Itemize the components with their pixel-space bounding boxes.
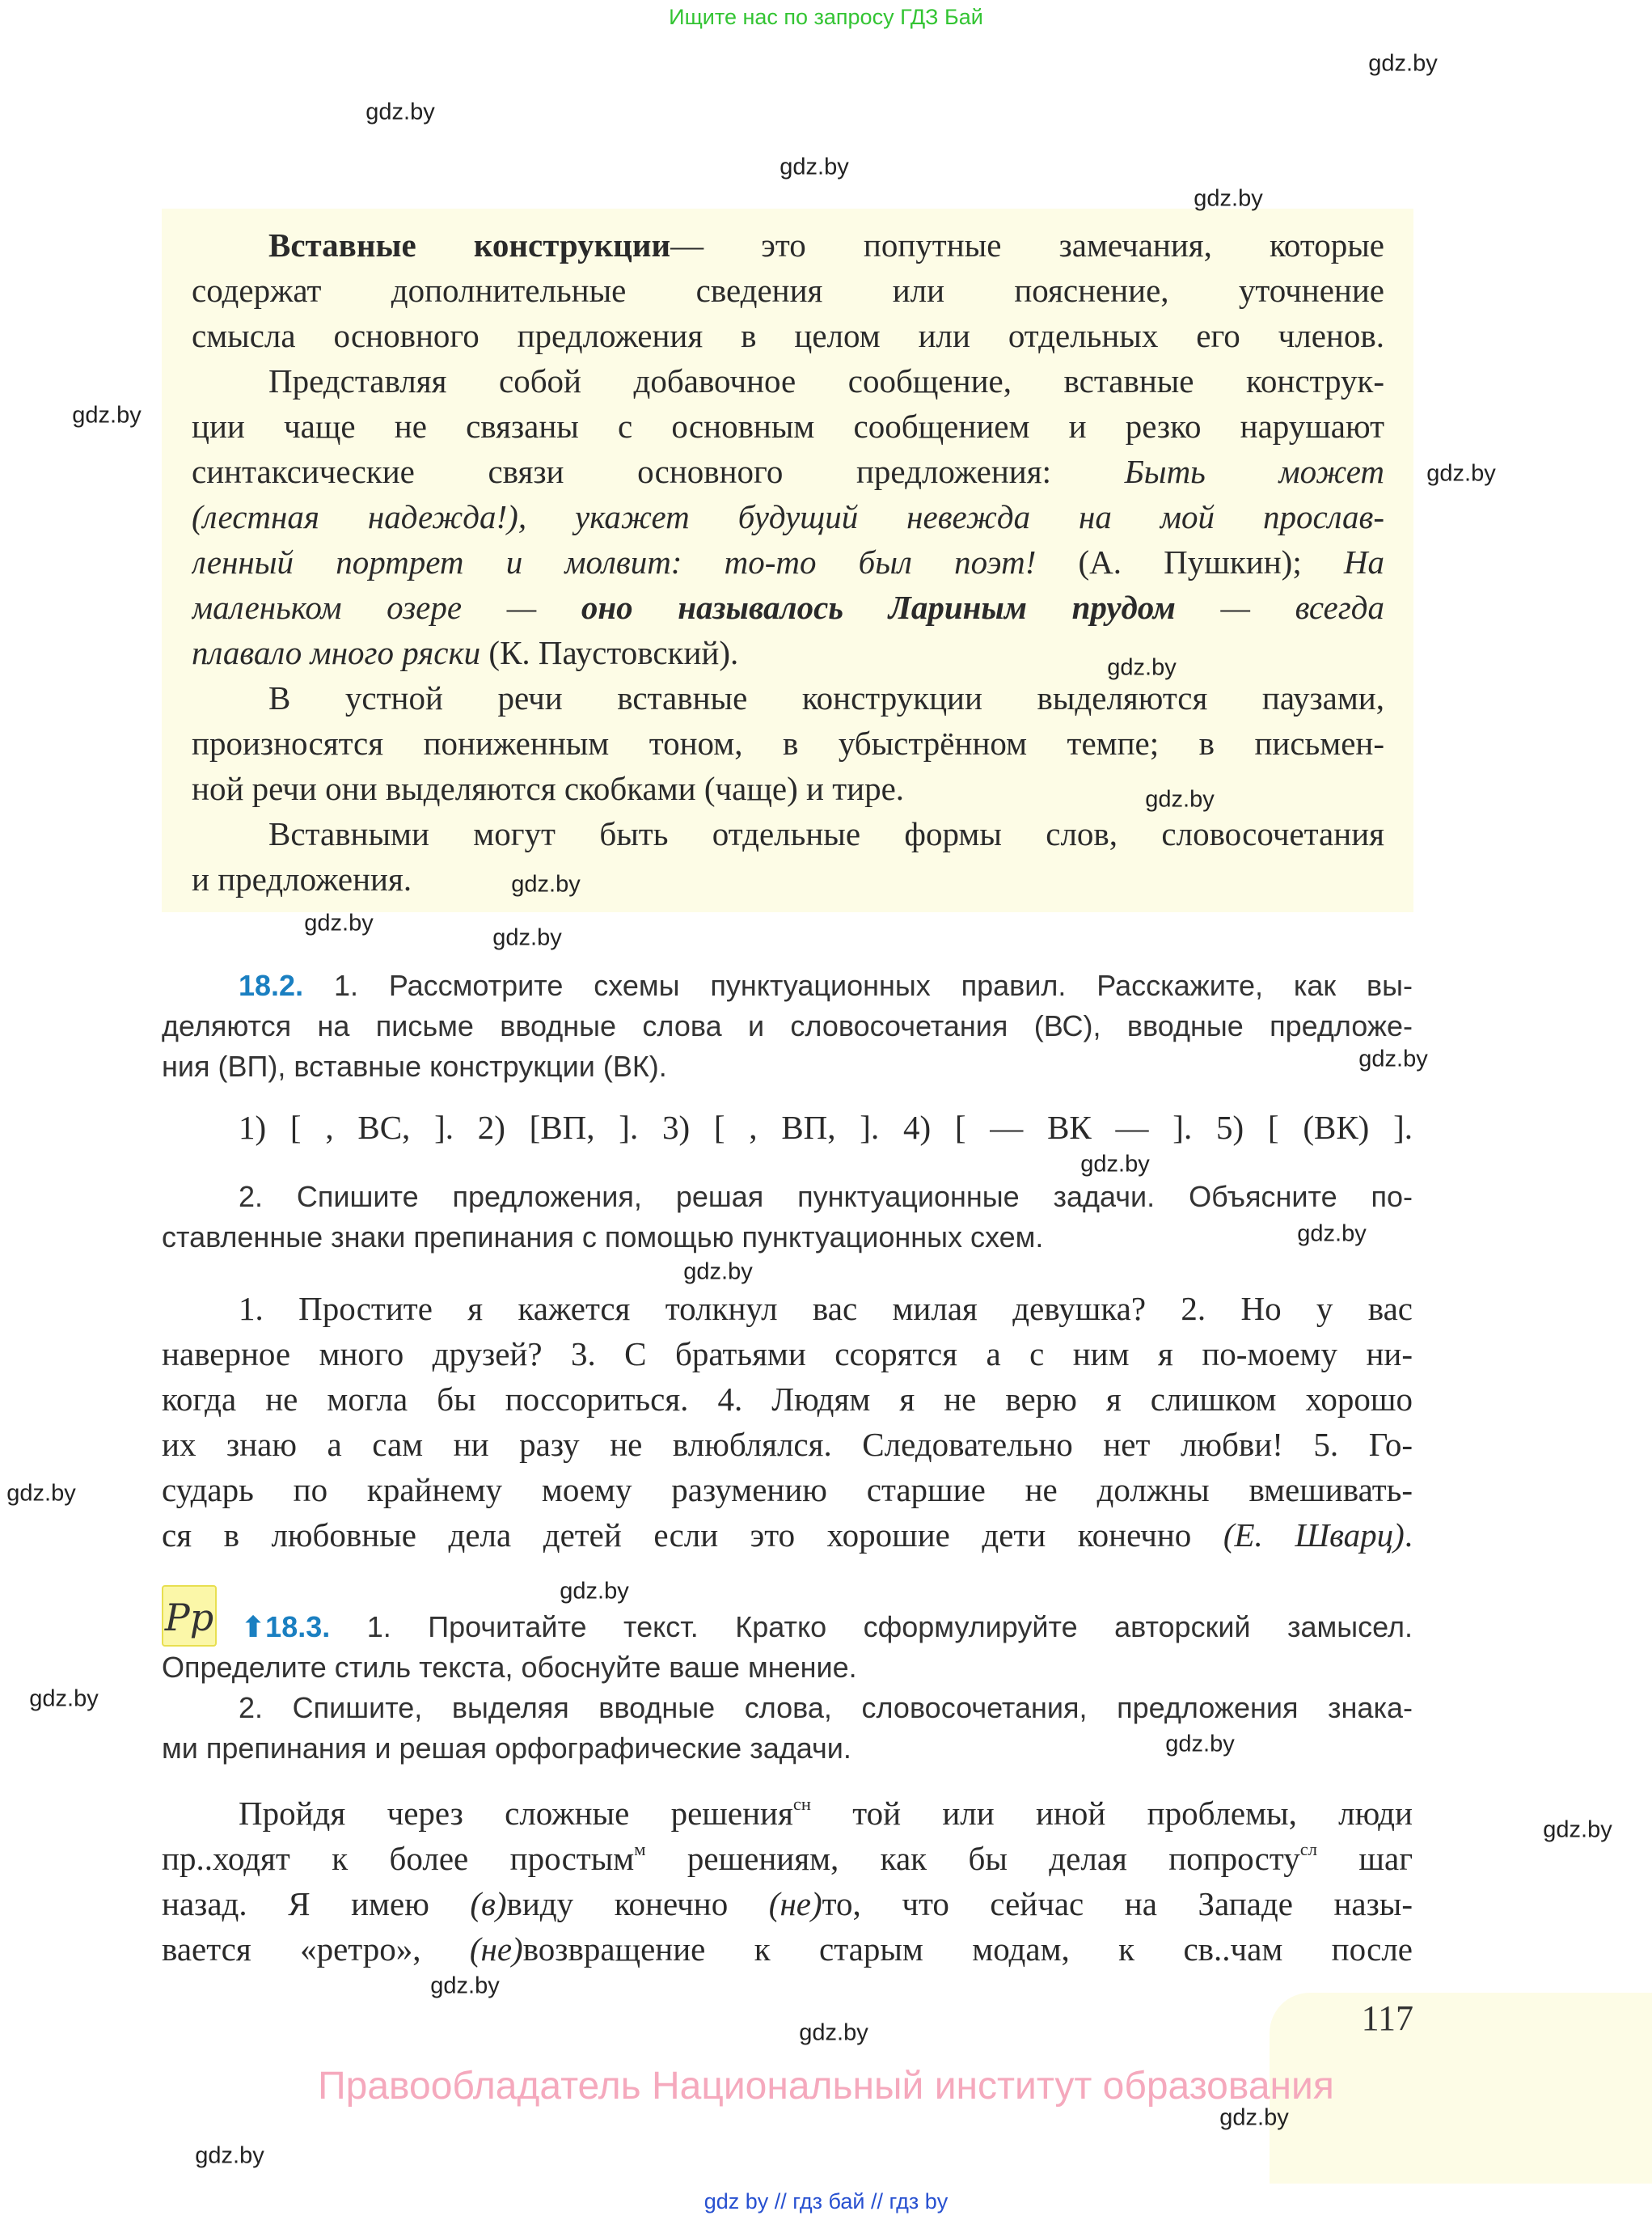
watermark: gdz.by bbox=[1368, 50, 1438, 77]
text-segment: (не) bbox=[768, 1885, 822, 1922]
text-line bbox=[162, 1422, 1413, 1467]
watermark: gdz.by bbox=[799, 2019, 868, 2046]
text-line bbox=[192, 675, 1384, 721]
text-line bbox=[162, 1926, 1413, 1972]
watermark: gdz.by bbox=[304, 910, 374, 937]
text-line bbox=[192, 358, 1384, 404]
text-segment: виду конечно bbox=[506, 1885, 769, 1922]
text-segment: ся в любовные дела детей если это хорошие дети конечно bbox=[162, 1516, 1223, 1554]
watermark: gdz.by bbox=[1219, 2104, 1289, 2131]
search-hint: Ищите нас по запросу ГДЗ Бай bbox=[669, 5, 983, 29]
text-line bbox=[162, 1836, 1413, 1881]
text-segment: В устной речи вставные конструкции выделяются паузами, bbox=[268, 679, 1384, 717]
exercise-number: 18.3. bbox=[265, 1610, 331, 1643]
text-segment: ния (ВП), вставные конструкции (ВК). bbox=[162, 1050, 667, 1083]
watermark: gdz.by bbox=[511, 871, 581, 898]
text-line bbox=[162, 1467, 1413, 1512]
arrow-up-icon: ⬆ bbox=[241, 1610, 266, 1643]
text-line bbox=[192, 766, 904, 811]
watermark: gdz.by bbox=[365, 99, 435, 125]
watermark: gdz.by bbox=[195, 2142, 264, 2169]
text-line bbox=[162, 1046, 667, 1087]
text-segment: На bbox=[1343, 543, 1384, 581]
text-line bbox=[192, 721, 1384, 766]
text-segment: содержат дополнительные сведения или пояснение, уточнение bbox=[192, 272, 1384, 309]
text-segment: Вставными могут быть отдельные формы слов, словосочетания bbox=[268, 815, 1384, 852]
exercise-18-2-text bbox=[162, 1286, 1413, 1558]
text-line bbox=[192, 268, 1384, 313]
text-segment: 1. Простите я кажется толкнул вас милая девушка? 2. Но у вас bbox=[239, 1290, 1413, 1327]
text-segment: то, что сейчас на Западе назы- bbox=[822, 1885, 1413, 1922]
text-line bbox=[162, 1105, 1413, 1150]
text-segment: решениям, как бы делая попросту bbox=[645, 1840, 1300, 1877]
watermark: gdz.by bbox=[1543, 1816, 1612, 1843]
text-line bbox=[192, 856, 412, 902]
watermark: gdz.by bbox=[29, 1685, 99, 1712]
text-segment: пр..ходят к более простым bbox=[162, 1840, 635, 1877]
watermark: gdz.by bbox=[1107, 654, 1177, 681]
text-segment: ции чаще не связаны с основным сообщением и резко нарушают bbox=[192, 408, 1384, 445]
text-segment: смысла основного предложения в целом или отдельных его членов. bbox=[192, 317, 1384, 354]
text-segment: произносятся пониженным тоном, в убыстрённом темпе; в письмен- bbox=[192, 725, 1384, 762]
text-segment: ной речи они выделяются скобками (чаще) и тире. bbox=[192, 770, 905, 807]
text-segment: — всегда bbox=[1175, 589, 1384, 626]
text-segment: оно называлось Лариным прудом bbox=[581, 589, 1176, 626]
watermark: gdz.by bbox=[72, 402, 142, 429]
text-segment: Определите стиль текста, обоснуйте ваше мнение. bbox=[162, 1651, 857, 1684]
text-segment: маленьком озере — bbox=[192, 589, 581, 626]
text-segment: той или иной проблемы, люди bbox=[810, 1795, 1413, 1832]
watermark: gdz.by bbox=[560, 1578, 629, 1605]
watermark: gdz.by bbox=[1358, 1046, 1428, 1072]
text-segment: назад. Я имею bbox=[162, 1885, 471, 1922]
text-line bbox=[162, 1006, 1413, 1046]
text-segment: Вставные конструкции bbox=[268, 226, 671, 264]
watermark: gdz.by bbox=[492, 924, 562, 951]
text-segment: (в) bbox=[470, 1885, 507, 1922]
text-segment: (Е. Шварц) bbox=[1223, 1516, 1405, 1554]
text-segment: 2. Спишите предложения, решая пунктуационные задачи. Объясните по- bbox=[239, 1180, 1413, 1213]
page-number: 117 bbox=[1361, 1998, 1413, 2038]
watermark: gdz.by bbox=[1145, 786, 1215, 813]
exercise-18-3-text bbox=[162, 1791, 1413, 1972]
superscript-mark: сл bbox=[1299, 1838, 1318, 1859]
text-line bbox=[192, 404, 1384, 449]
text-segment: . bbox=[1404, 1516, 1413, 1554]
text-segment: Представляя собой добавочное сообщение, вставные конструк- bbox=[268, 362, 1384, 400]
text-segment: и предложения. bbox=[192, 860, 412, 898]
text-line bbox=[162, 1728, 851, 1769]
exercise-number: 18.2. bbox=[239, 969, 304, 1002]
text-line bbox=[192, 811, 1384, 856]
text-line bbox=[162, 1688, 1413, 1728]
text-segment: сударь по крайнему моему разумению старшие не должны вмешивать- bbox=[162, 1471, 1413, 1508]
task-18-2 bbox=[162, 966, 1413, 1087]
text-segment: (лестная надежда!), укажет будущий невежда на мой прослав- bbox=[192, 498, 1384, 535]
punctuation-schemes bbox=[162, 1105, 1413, 1150]
watermark: gdz.by bbox=[6, 1480, 76, 1507]
text-line bbox=[162, 1881, 1413, 1926]
text-line bbox=[192, 630, 738, 675]
text-segment: их знаю а сам ни разу не влюблялся. Следовательно нет любви! 5. Го- bbox=[162, 1426, 1413, 1463]
text-line bbox=[162, 1217, 1043, 1258]
footer-links[interactable]: gdz by // гдз бай // гдз by bbox=[703, 2189, 949, 2213]
text-segment: синтаксические связи основного предложения: bbox=[192, 453, 1125, 490]
text-segment: (не) bbox=[469, 1930, 523, 1968]
superscript-mark: м bbox=[634, 1838, 646, 1859]
text-line bbox=[192, 494, 1384, 539]
watermark: gdz.by bbox=[1297, 1220, 1367, 1247]
watermark: gdz.by bbox=[780, 154, 849, 180]
text-line bbox=[192, 585, 1384, 630]
text-segment: возвращение к старым модам, к св..чам после bbox=[522, 1930, 1413, 1968]
text-line bbox=[162, 1791, 1413, 1836]
task-18-3 bbox=[162, 1607, 1413, 1688]
text-line bbox=[192, 222, 1384, 268]
copyright-notice: Правообладатель Национальный институт образования bbox=[318, 2065, 1334, 2108]
speech-development-icon: Pp bbox=[162, 1585, 217, 1647]
text-segment: Пройдя через сложные решения bbox=[239, 1795, 793, 1832]
text-segment: (А. Пушкин); bbox=[1036, 543, 1344, 581]
text-line bbox=[162, 1286, 1413, 1331]
text-segment: плавало много ряски bbox=[192, 634, 481, 671]
text-line bbox=[162, 1512, 1413, 1558]
watermark: gdz.by bbox=[1165, 1731, 1235, 1757]
text-segment: — это попутные замечания, которые bbox=[670, 226, 1384, 264]
text-segment: 1. Рассмотрите схемы пунктуационных правил. Расскажите, как вы- bbox=[303, 969, 1413, 1002]
text-segment: ленный портрет и молвит: то-то был поэт! bbox=[192, 543, 1037, 581]
text-segment: наверное много друзей? 3. С братьями ссорятся а с ним я по-моему ни- bbox=[162, 1335, 1413, 1372]
text-line bbox=[192, 313, 1384, 358]
watermark: gdz.by bbox=[1080, 1151, 1150, 1178]
text-segment: (К. Паустовский). bbox=[480, 634, 739, 671]
text-line bbox=[162, 1376, 1413, 1422]
text-line bbox=[192, 539, 1384, 585]
superscript-mark: сн bbox=[792, 1793, 811, 1814]
text-segment: 1) [ , ВС, ]. 2) [ВП, ]. 3) [ , ВП, ]. 4) [ — ВК — ]. 5) [ (ВК) ]. bbox=[239, 1109, 1413, 1146]
watermark: gdz.by bbox=[430, 1972, 500, 1999]
text-segment: когда не могла бы поссориться. 4. Людям я не верю я слишком хорошо bbox=[162, 1380, 1413, 1418]
watermark: gdz.by bbox=[1194, 185, 1263, 212]
text-segment: вается «ретро», bbox=[162, 1930, 470, 1968]
watermark: gdz.by bbox=[683, 1258, 753, 1285]
text-line bbox=[162, 1647, 857, 1688]
text-segment: шаг bbox=[1317, 1840, 1413, 1877]
text-segment: деляются на письме вводные слова и словосочетания (ВС), вводные предложе- bbox=[162, 1009, 1413, 1042]
text-line bbox=[162, 1177, 1413, 1217]
task-18-2-part2 bbox=[162, 1177, 1413, 1258]
text-line bbox=[162, 966, 1413, 1006]
text-line bbox=[162, 1331, 1413, 1376]
text-segment: ми препинания и решая орфографические задачи. bbox=[162, 1731, 851, 1765]
watermark: gdz.by bbox=[1426, 460, 1496, 487]
text-line bbox=[162, 1607, 1413, 1647]
text-segment: 2. Спишите, выделяя вводные слова, словосочетания, предложения знака- bbox=[239, 1691, 1413, 1724]
text-segment: 1. Прочитайте текст. Кратко сформулируйте авторский замысел. bbox=[330, 1610, 1413, 1643]
text-segment: Быть может bbox=[1124, 453, 1384, 490]
text-segment: ставленные знаки препинания с помощью пунктуационных схем. bbox=[162, 1220, 1044, 1254]
text-line bbox=[192, 449, 1384, 494]
